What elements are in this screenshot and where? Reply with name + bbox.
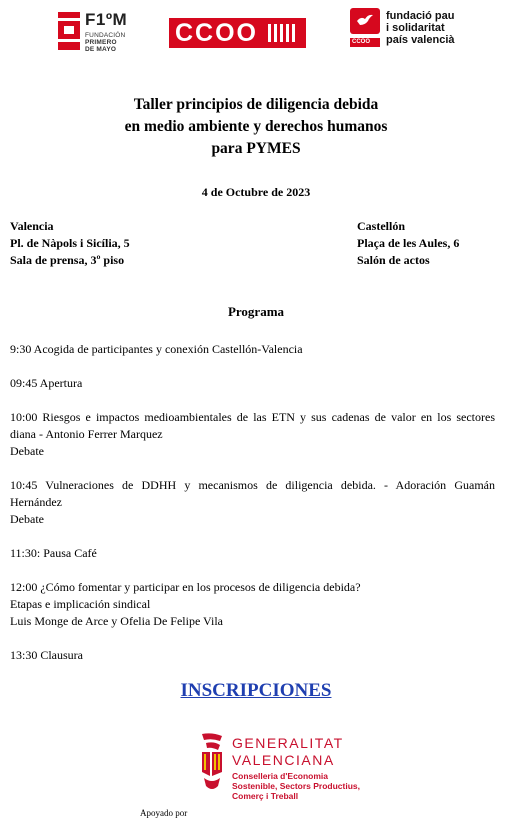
program-item-6	[10, 579, 495, 630]
f1m-logo-mark	[58, 12, 80, 50]
program-item-6-line3: Luis Monge de Arce y Ofelia De Felipe Vila	[10, 614, 223, 628]
gva-title-line2: VALENCIANA	[232, 752, 335, 768]
fps-logo-line3: país valencià	[386, 34, 455, 46]
program-item-6-line2: Etapas e implicación sindical	[10, 597, 151, 611]
program-item-7: 13:30 Clausura	[10, 648, 83, 662]
inscripciones-link[interactable]: INSCRIPCIONES	[180, 680, 332, 701]
fundacio-pau-i-solidaritat-logo	[350, 8, 470, 54]
gva-crest-icon	[198, 732, 226, 794]
program-item-4-line2: Hernández	[10, 495, 62, 509]
fps-logo-badge: CCOO	[352, 39, 370, 45]
program-item-5: 11:30: Pausa Café	[10, 546, 97, 560]
gva-sub-line2: Sostenible, Sectors Productius,	[232, 781, 361, 791]
ccoo-logo	[169, 18, 306, 48]
program-item-3-line1: 10:00 Riesgos e impactos medioambientales de las ETN y sus cadenas de valor en los sectores	[10, 410, 495, 424]
gva-title-line1: GENERALITAT	[232, 735, 344, 751]
ccoo-logo-text: CCOO	[175, 19, 258, 47]
location-valencia-address: Pl. de Nàpols i Sicília, 5	[10, 236, 130, 250]
ccoo-logo-bars	[268, 24, 300, 42]
location-valencia-city: Valencia	[10, 219, 54, 233]
location-castellon-city: Castellón	[357, 219, 405, 233]
program-item-6-line1: 12:00 ¿Cómo fomentar y participar en los procesos de diligencia debida?	[10, 580, 361, 594]
program-item-4-line1: 10:45 Vulneraciones de DDHH y mecanismos de diligencia debida. - Adoración Guamán	[10, 478, 495, 492]
program-item-3-line3: Debate	[10, 444, 44, 458]
f1m-logo-line2: PRIMERO	[85, 39, 117, 46]
location-castellon-address: Plaça de les Aules, 6	[357, 236, 460, 250]
program-item-3-line2: diana - Antonio Ferrer Marquez	[10, 427, 163, 441]
location-castellon	[357, 218, 459, 269]
program-item-2: 09:45 Apertura	[10, 376, 83, 390]
program-item-4	[10, 477, 495, 528]
gva-sub-line3: Comerç i Treball	[232, 791, 299, 801]
title-line-3: para PYMES	[211, 140, 301, 157]
dove-icon	[356, 13, 374, 27]
program-item-1: 9:30 Acogida de participantes y conexión Castellón-Valencia	[10, 342, 303, 356]
program-heading: Programa	[227, 304, 285, 319]
fundacion-primero-de-mayo-logo	[58, 12, 150, 52]
supported-by-label: Apoyado por	[140, 808, 188, 818]
f1m-logo-line1: FUNDACIÓN	[85, 32, 126, 39]
f1m-logo-title: F1ºM	[85, 10, 128, 29]
gva-sub-line1: Conselleria d'Economia	[232, 771, 329, 781]
fps-logo-line2: i solidaritat	[386, 22, 445, 34]
event-date: 4 de Octubre de 2023	[201, 185, 311, 199]
title-line-1: Taller principios de diligencia debida	[133, 96, 379, 113]
title-line-2: en medio ambiente y derechos humanos	[124, 118, 388, 135]
program-item-4-line3: Debate	[10, 512, 44, 526]
program-item-3	[10, 409, 495, 460]
location-valencia	[10, 218, 130, 269]
location-valencia-room: Sala de prensa, 3º piso	[10, 253, 125, 267]
f1m-logo-line3: DE MAYO	[85, 46, 117, 53]
location-castellon-room: Salón de actos	[357, 253, 430, 267]
fps-logo-line1: fundació pau	[386, 10, 455, 22]
